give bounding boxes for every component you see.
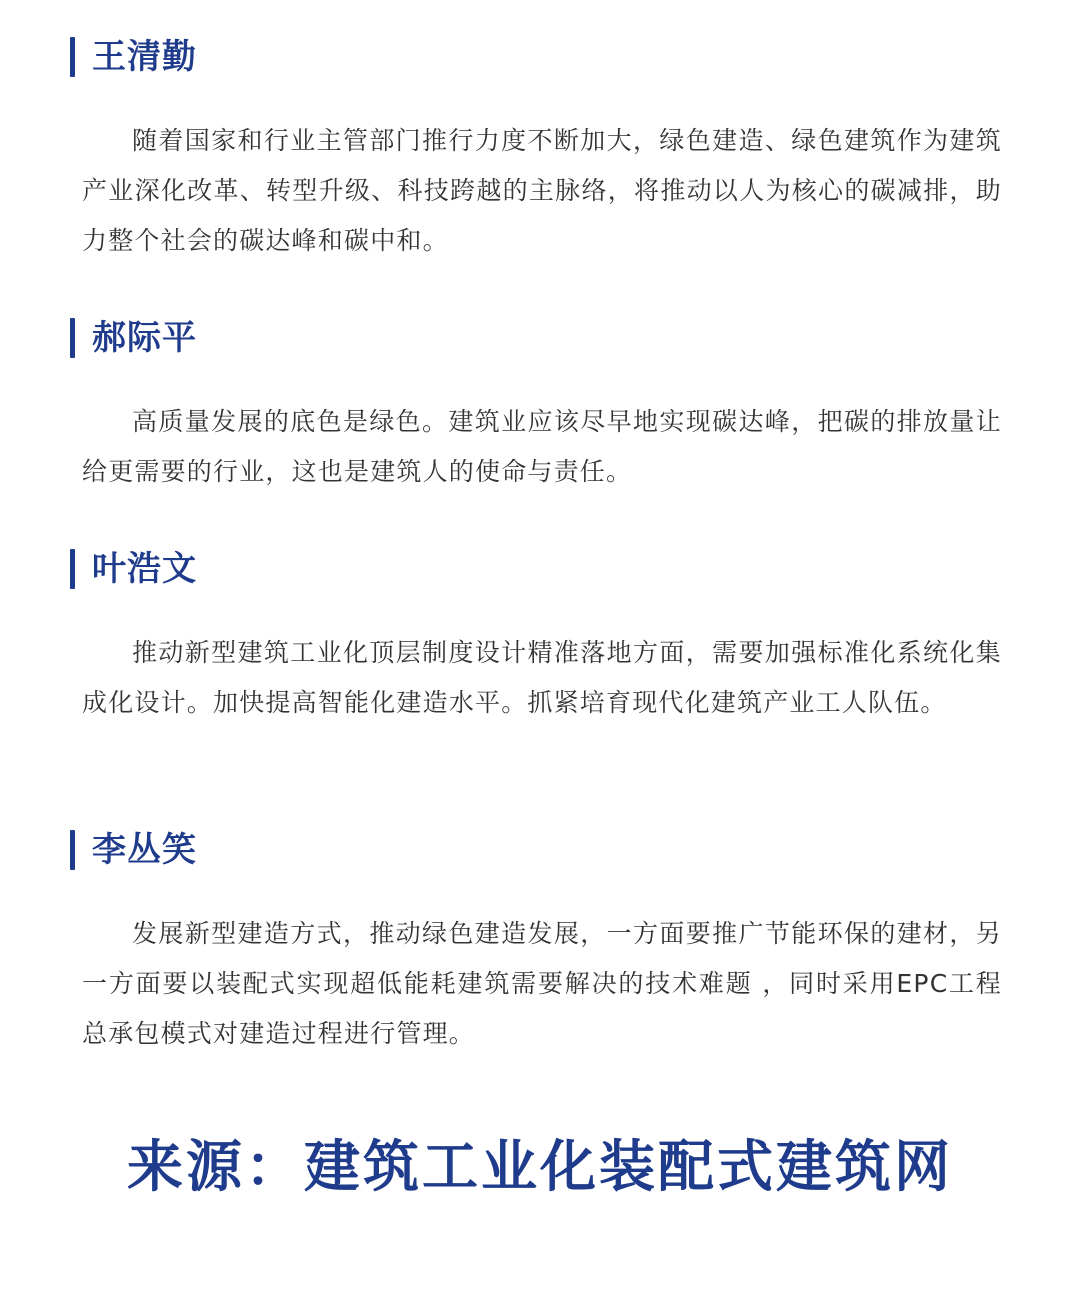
accent-bar	[70, 318, 75, 358]
section-header	[70, 318, 197, 358]
quote-text: 发展新型建造方式，推动绿色建造发展，一方面要推广节能环保的建材，另一方面要以装配式实现超低能耗建筑需要解决的技术难题 ，同时采用EPC工程总承包模式对建造过程进行管理。	[82, 919, 1002, 1048]
quote-text: 高质量发展的底色是绿色。建筑业应该尽早地实现碳达峰，把碳的排放量让给更需要的行业，这也是建筑人的使命与责任。	[82, 407, 1002, 486]
section-header	[70, 549, 197, 589]
speaker-name: 郝际平	[92, 318, 197, 358]
quote-text: 推动新型建筑工业化顶层制度设计精准落地方面，需要加强标准化系统化集成化设计。加快提高智能化建造水平。抓紧培育现代化建筑产业工人队伍。	[82, 638, 1002, 717]
accent-bar	[70, 830, 75, 870]
accent-bar	[70, 37, 75, 77]
quote-text: 随着国家和行业主管部门推行力度不断加大，绿色建造、绿色建筑作为建筑产业深化改革、转型升级、科技跨越的主脉络，将推动以人为核心的碳减排，助力整个社会的碳达峰和碳中和。	[82, 126, 1002, 255]
accent-bar	[70, 549, 75, 589]
speaker-name: 李丛笑	[92, 830, 197, 870]
speaker-name: 叶浩文	[92, 549, 197, 589]
source-credit: 来源：建筑工业化装配式建筑网	[127, 1135, 953, 1200]
section-header	[70, 37, 197, 77]
speaker-name: 王清勤	[92, 37, 197, 77]
section-header	[70, 830, 197, 870]
